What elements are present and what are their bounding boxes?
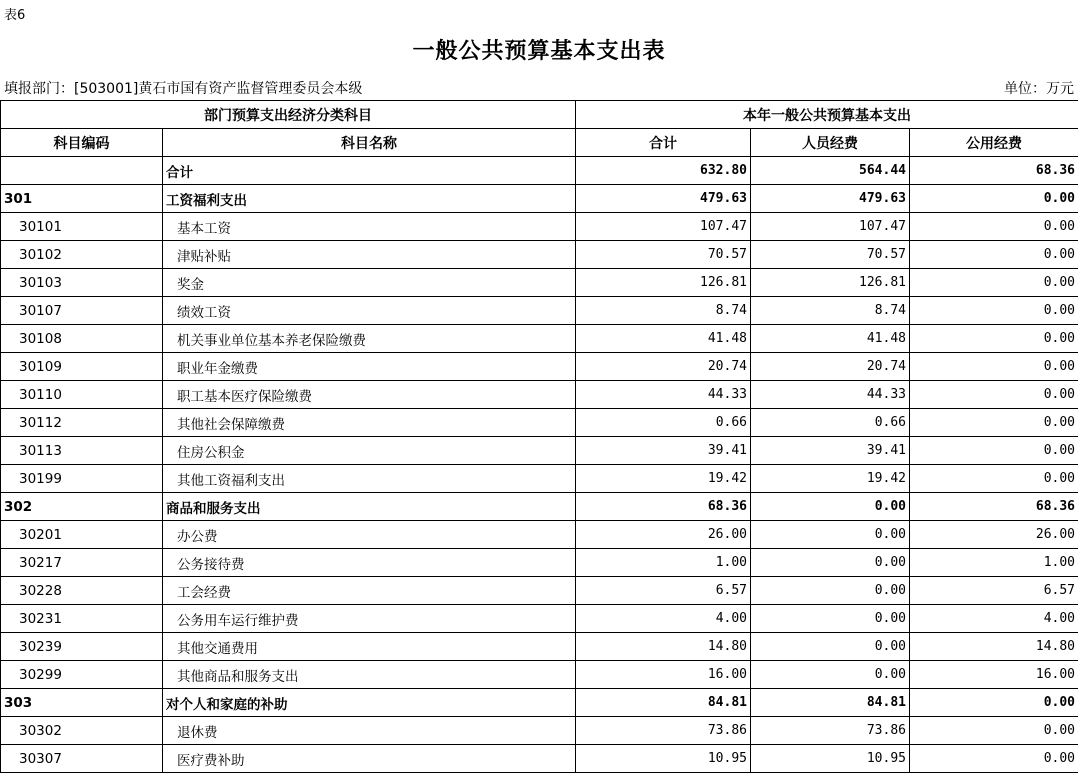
- code-cell: 30108: [1, 325, 163, 353]
- name-cell: 津贴补贴: [163, 241, 576, 269]
- code-cell: 302: [1, 493, 163, 521]
- code-cell: 30217: [1, 549, 163, 577]
- table-body: [1, 157, 1078, 773]
- name-cell: 机关事业单位基本养老保险缴费: [163, 325, 576, 353]
- total-cell: 26.00: [576, 521, 751, 549]
- personnel-cell: 0.00: [751, 605, 910, 633]
- personnel-cell: 8.74: [751, 297, 910, 325]
- total-cell: 14.80: [576, 633, 751, 661]
- code-cell: 30231: [1, 605, 163, 633]
- name-cell: 工会经费: [163, 577, 576, 605]
- name-cell: 职业年金缴费: [163, 353, 576, 381]
- code-cell: 30101: [1, 213, 163, 241]
- code-cell: 30107: [1, 297, 163, 325]
- table-row: [1, 213, 1078, 241]
- name-cell: 医疗费补助: [163, 745, 576, 773]
- currency-unit: 单位：万元: [1004, 81, 1074, 97]
- table-row: [1, 437, 1078, 465]
- page-title: 一般公共预算基本支出表: [412, 38, 666, 64]
- table-row: [1, 269, 1078, 297]
- public-cell: 0.00: [910, 353, 1078, 381]
- name-cell: 其他社会保障缴费: [163, 409, 576, 437]
- code-cell: 30113: [1, 437, 163, 465]
- personnel-cell: 70.57: [751, 241, 910, 269]
- public-cell: 16.00: [910, 661, 1078, 689]
- code-cell: 30199: [1, 465, 163, 493]
- code-cell: 30109: [1, 353, 163, 381]
- name-cell: 对个人和家庭的补助: [163, 689, 576, 717]
- personnel-cell: 107.47: [751, 213, 910, 241]
- total-cell: 107.47: [576, 213, 751, 241]
- total-cell: 41.48: [576, 325, 751, 353]
- public-cell: 0.00: [910, 325, 1078, 353]
- personnel-cell: 479.63: [751, 185, 910, 213]
- code-cell: 30112: [1, 409, 163, 437]
- total-cell: 68.36: [576, 493, 751, 521]
- header-total: 合计: [576, 129, 751, 157]
- name-cell: 退休费: [163, 717, 576, 745]
- header-personnel: 人员经费: [751, 129, 910, 157]
- name-cell: 公务接待费: [163, 549, 576, 577]
- public-cell: 0.00: [910, 241, 1078, 269]
- reporting-unit-value: [503001]黄石市国有资产监督管理委员会本级: [74, 81, 363, 97]
- code-cell: 30103: [1, 269, 163, 297]
- header-public: 公用经费: [910, 129, 1078, 157]
- code-cell: 301: [1, 185, 163, 213]
- public-cell: 26.00: [910, 521, 1078, 549]
- total-cell: 19.42: [576, 465, 751, 493]
- total-cell: 0.66: [576, 409, 751, 437]
- name-cell: 其他商品和服务支出: [163, 661, 576, 689]
- name-cell: 住房公积金: [163, 437, 576, 465]
- personnel-cell: 0.00: [751, 521, 910, 549]
- budget-table: [0, 100, 1078, 773]
- public-cell: 0.00: [910, 269, 1078, 297]
- total-cell: 1.00: [576, 549, 751, 577]
- name-cell: 工资福利支出: [163, 185, 576, 213]
- public-cell: 14.80: [910, 633, 1078, 661]
- public-cell: 1.00: [910, 549, 1078, 577]
- total-cell: 4.00: [576, 605, 751, 633]
- personnel-cell: 39.41: [751, 437, 910, 465]
- total-cell: 10.95: [576, 745, 751, 773]
- code-cell: 30201: [1, 521, 163, 549]
- total-cell: 8.74: [576, 297, 751, 325]
- table-row: [1, 297, 1078, 325]
- total-cell: 126.81: [576, 269, 751, 297]
- table-row: [1, 661, 1078, 689]
- public-cell: 0.00: [910, 717, 1078, 745]
- public-cell: 0.00: [910, 437, 1078, 465]
- personnel-cell: 19.42: [751, 465, 910, 493]
- total-cell: 16.00: [576, 661, 751, 689]
- public-cell: 0.00: [910, 297, 1078, 325]
- table-row: [1, 465, 1078, 493]
- table-row: [1, 241, 1078, 269]
- name-cell: 职工基本医疗保险缴费: [163, 381, 576, 409]
- table-row: [1, 325, 1078, 353]
- reporting-unit: [4, 78, 362, 98]
- total-cell: 479.63: [576, 185, 751, 213]
- name-cell: 奖金: [163, 269, 576, 297]
- personnel-cell: 10.95: [751, 745, 910, 773]
- table-row: [1, 549, 1078, 577]
- public-cell: 0.00: [910, 409, 1078, 437]
- total-cell: 39.41: [576, 437, 751, 465]
- name-cell: 办公费: [163, 521, 576, 549]
- table-row: [1, 353, 1078, 381]
- table-row: [1, 381, 1078, 409]
- table-row: [1, 185, 1078, 213]
- code-cell: 30102: [1, 241, 163, 269]
- public-cell: 6.57: [910, 577, 1078, 605]
- personnel-cell: 0.00: [751, 577, 910, 605]
- name-cell: 绩效工资: [163, 297, 576, 325]
- table-row: [1, 717, 1078, 745]
- personnel-cell: 126.81: [751, 269, 910, 297]
- header-name: 科目名称: [163, 129, 576, 157]
- public-cell: 0.00: [910, 185, 1078, 213]
- personnel-cell: 0.00: [751, 633, 910, 661]
- total-cell: 73.86: [576, 717, 751, 745]
- code-cell: 30239: [1, 633, 163, 661]
- table-row: [1, 493, 1078, 521]
- personnel-cell: 73.86: [751, 717, 910, 745]
- public-cell: 68.36: [910, 157, 1078, 185]
- code-cell: 30299: [1, 661, 163, 689]
- code-cell: 30302: [1, 717, 163, 745]
- public-cell: 68.36: [910, 493, 1078, 521]
- public-cell: 0.00: [910, 465, 1078, 493]
- name-cell: 基本工资: [163, 213, 576, 241]
- public-cell: 0.00: [910, 745, 1078, 773]
- name-cell: 其他工资福利支出: [163, 465, 576, 493]
- code-cell: 30110: [1, 381, 163, 409]
- personnel-cell: 0.00: [751, 549, 910, 577]
- public-cell: 0.00: [910, 689, 1078, 717]
- public-cell: 0.00: [910, 213, 1078, 241]
- personnel-cell: 44.33: [751, 381, 910, 409]
- total-cell: 6.57: [576, 577, 751, 605]
- personnel-cell: 564.44: [751, 157, 910, 185]
- public-cell: 4.00: [910, 605, 1078, 633]
- header-group-classification: 部门预算支出经济分类科目: [1, 101, 576, 129]
- table-row: [1, 409, 1078, 437]
- code-cell: [1, 157, 163, 185]
- reporting-unit-label: 填报部门：: [4, 81, 74, 97]
- table-row: [1, 633, 1078, 661]
- name-cell: 其他交通费用: [163, 633, 576, 661]
- name-cell: 合计: [163, 157, 576, 185]
- table-row: [1, 157, 1078, 185]
- personnel-cell: 84.81: [751, 689, 910, 717]
- code-cell: 303: [1, 689, 163, 717]
- name-cell: 商品和服务支出: [163, 493, 576, 521]
- name-cell: 公务用车运行维护费: [163, 605, 576, 633]
- personnel-cell: 0.00: [751, 661, 910, 689]
- public-cell: 0.00: [910, 381, 1078, 409]
- table-row: [1, 521, 1078, 549]
- table-row: [1, 605, 1078, 633]
- header-group-expenditure: 本年一般公共预算基本支出: [576, 101, 1078, 129]
- code-cell: 30228: [1, 577, 163, 605]
- code-cell: 30307: [1, 745, 163, 773]
- total-cell: 70.57: [576, 241, 751, 269]
- personnel-cell: 41.48: [751, 325, 910, 353]
- table-row: [1, 577, 1078, 605]
- header-code: 科目编码: [1, 129, 163, 157]
- total-cell: 44.33: [576, 381, 751, 409]
- table-row: [1, 689, 1078, 717]
- total-cell: 632.80: [576, 157, 751, 185]
- total-cell: 20.74: [576, 353, 751, 381]
- personnel-cell: 20.74: [751, 353, 910, 381]
- table-number-label: 表6: [4, 8, 26, 23]
- table-row: [1, 745, 1078, 773]
- personnel-cell: 0.00: [751, 493, 910, 521]
- total-cell: 84.81: [576, 689, 751, 717]
- personnel-cell: 0.66: [751, 409, 910, 437]
